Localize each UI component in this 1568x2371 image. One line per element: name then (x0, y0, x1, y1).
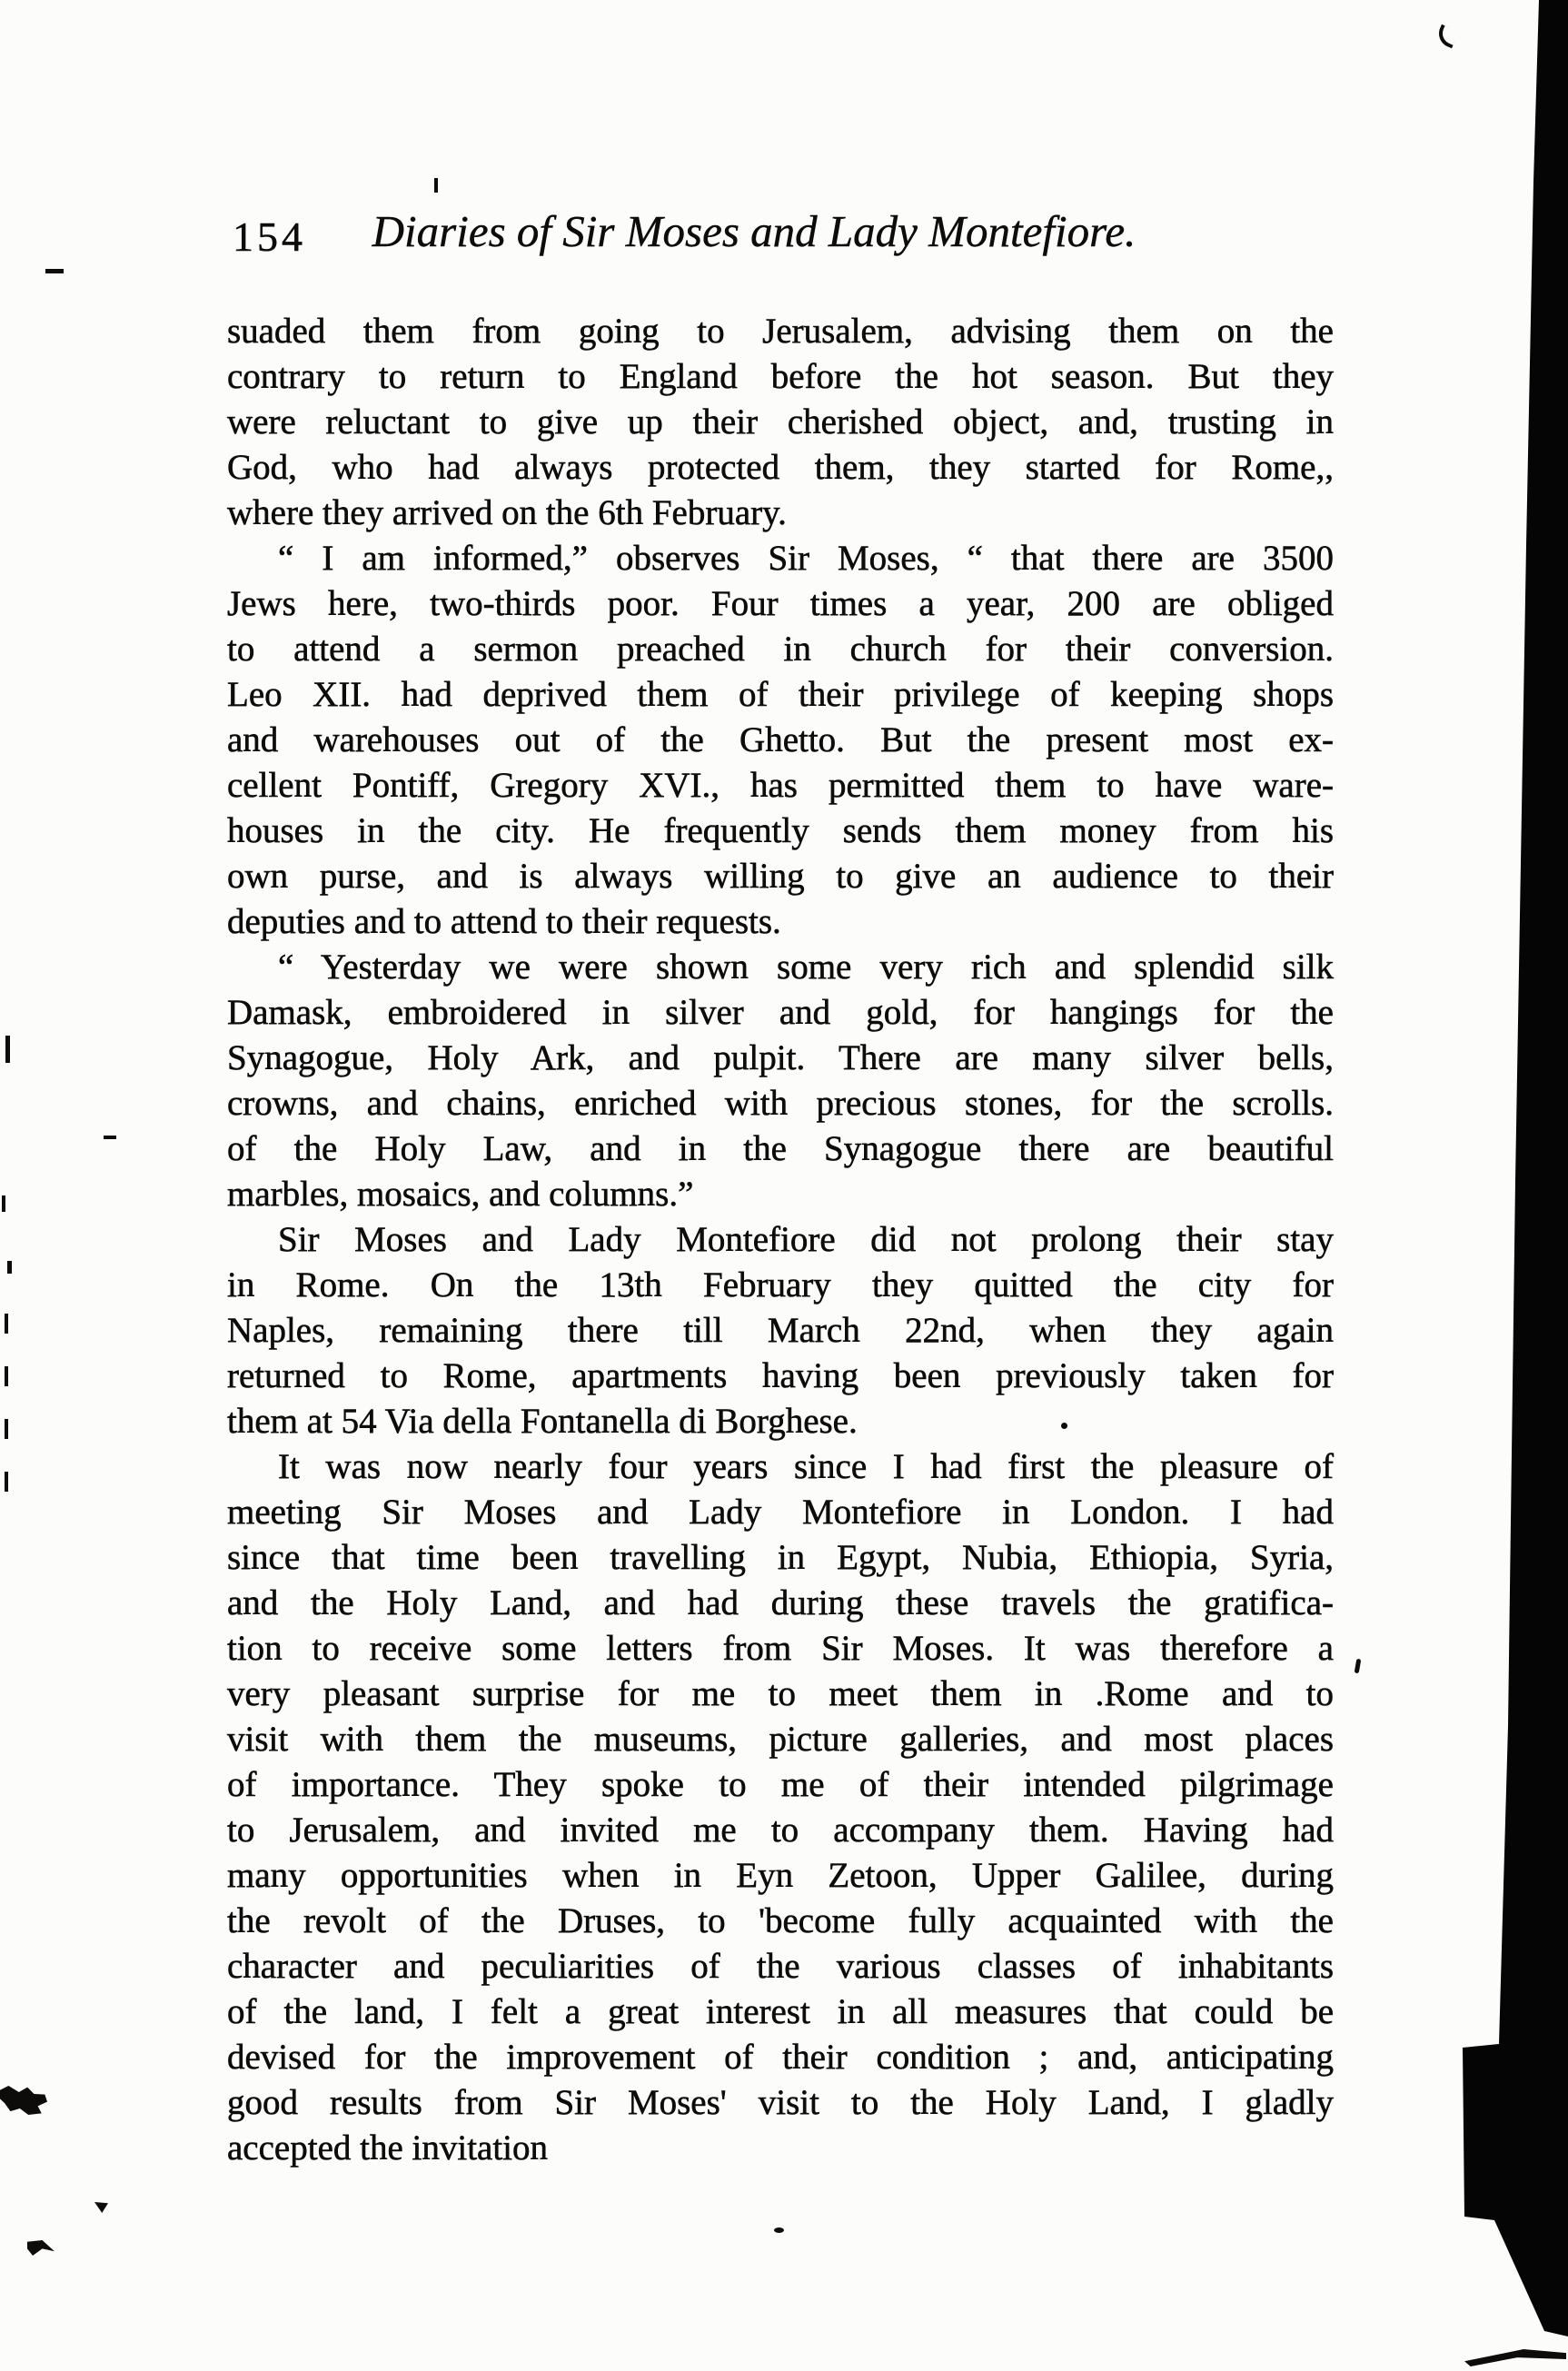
text-line: crowns, and chains, enriched with precious stones, for the scrolls. (227, 1084, 1334, 1123)
scan-speck (1355, 1659, 1362, 1674)
text-line: God, who had always protected them, they started for Rome,, (227, 448, 1334, 487)
scan-speck (434, 178, 438, 193)
scan-smudge (94, 2202, 108, 2213)
text-line: of the Holy Law, and in the Synagogue there are beautiful (227, 1129, 1334, 1168)
text-line: marbles, mosaics, and columns.” (227, 1175, 694, 1214)
text-line: houses in the city. He frequently sends them money from his (227, 811, 1334, 850)
text-line: returned to Rome, apartments having been previously taken for (227, 1356, 1334, 1395)
paragraph (227, 309, 1334, 536)
text-line: to attend a sermon preached in church for their conversion. (227, 630, 1334, 669)
text-line: visit with them the museums, picture galleries, and most places (227, 1720, 1334, 1759)
text-line: Sir Moses and Lady Montefiore did not prolong their stay (278, 1220, 1334, 1259)
paragraph (227, 1217, 1334, 1444)
scan-speck (5, 1366, 8, 1386)
scan-speck (45, 269, 64, 273)
text-line: meeting Sir Moses and Lady Montefiore in London. I had (227, 1493, 1334, 1532)
scan-smudge (0, 2086, 47, 2115)
text-line: devised for the improvement of their condition ; and, anticipating (227, 2038, 1334, 2077)
text-line: accepted the invitation (227, 2128, 549, 2168)
text-line: and warehouses out of the Ghetto. But the present most ex- (227, 720, 1334, 759)
running-title: Diaries of Sir Moses and Lady Montefiore. (372, 206, 1136, 256)
scan-speck (5, 1314, 8, 1334)
text-line: of the land, I felt a great interest in all measures that could be (227, 1992, 1334, 2031)
text-line: Naples, remaining there till March 22nd, when they again (227, 1311, 1334, 1350)
text-block (227, 309, 1334, 2171)
scan-smudge (27, 2240, 55, 2256)
scan-speck (774, 2227, 784, 2233)
text-line: Synagogue, Holy Ark, and pulpit. There are many silver bells, (227, 1038, 1334, 1077)
text-line: “ Yesterday we were shown some very rich and splendid silk (278, 947, 1334, 987)
text-line: Damask, embroidered in silver and gold, for hangings for the (227, 993, 1334, 1032)
text-line: Leo XII. had deprived them of their privilege of keeping shops (227, 675, 1334, 714)
text-line: and the Holy Land, and had during these travels the gratifica- (227, 1583, 1334, 1622)
text-line: cellent Pontiff, Gregory XVI., has permitted them to have ware- (227, 766, 1334, 805)
scan-speck (5, 1472, 8, 1492)
scan-speck (7, 1261, 12, 1274)
paragraph (227, 945, 1334, 1217)
text-line: contrary to return to England before the hot season. But they (227, 357, 1334, 396)
text-line: suaded them from going to Jerusalem, advising them on the (227, 312, 1334, 351)
text-line: own purse, and is always willing to give an audience to their (227, 857, 1334, 896)
text-line: tion to receive some letters from Sir Moses. It was therefore a (227, 1629, 1334, 1668)
text-line: character and peculiarities of the various classes of inhabitants (227, 1947, 1334, 1986)
paragraph (227, 1444, 1334, 2171)
text-line: to Jerusalem, and invited me to accompany them. Having had (227, 1810, 1334, 1850)
scan-smudge (1434, 25, 1459, 49)
scan-speck (104, 1136, 116, 1139)
scan-edge-sliver (1464, 2349, 1566, 2366)
text-line: Jews here, two-thirds poor. Four times a year, 200 are obliged (227, 584, 1334, 623)
text-line: good results from Sir Moses' visit to the Holy Land, I gladly (227, 2083, 1334, 2122)
text-line: deputies and to attend to their requests. (227, 902, 781, 941)
page-number: 154 (233, 213, 306, 260)
text-line: It was now nearly four years since I had first the pleasure of (278, 1447, 1334, 1486)
scan-speck (5, 1419, 8, 1439)
text-line: of importance. They spoke to me of their intended pilgrimage (227, 1765, 1334, 1804)
text-line: since that time been travelling in Egypt, Nubia, Ethiopia, Syria, (227, 1538, 1334, 1577)
paragraph (227, 536, 1334, 945)
text-line: in Rome. On the 13th February they quitted the city for (227, 1265, 1334, 1305)
scan-speck (1061, 1423, 1067, 1429)
text-line: many opportunities when in Eyn Zetoon, Upper Galilee, during (227, 1856, 1334, 1895)
scan-speck (5, 1036, 10, 1063)
text-line: where they arrived on the 6th February. (227, 493, 787, 532)
text-line: were reluctant to give up their cherished object, and, trusting in (227, 402, 1334, 441)
text-line: very pleasant surprise for me to meet them in .Rome and to (227, 1674, 1334, 1713)
scan-speck (2, 1195, 5, 1212)
text-line: them at 54 Via della Fontanella di Borghese. (227, 1402, 858, 1441)
text-line: “ I am informed,” observes Sir Moses, “ that there are 3500 (278, 539, 1334, 578)
text-line: the revolt of the Druses, to 'become fully acquainted with the (227, 1901, 1334, 1940)
